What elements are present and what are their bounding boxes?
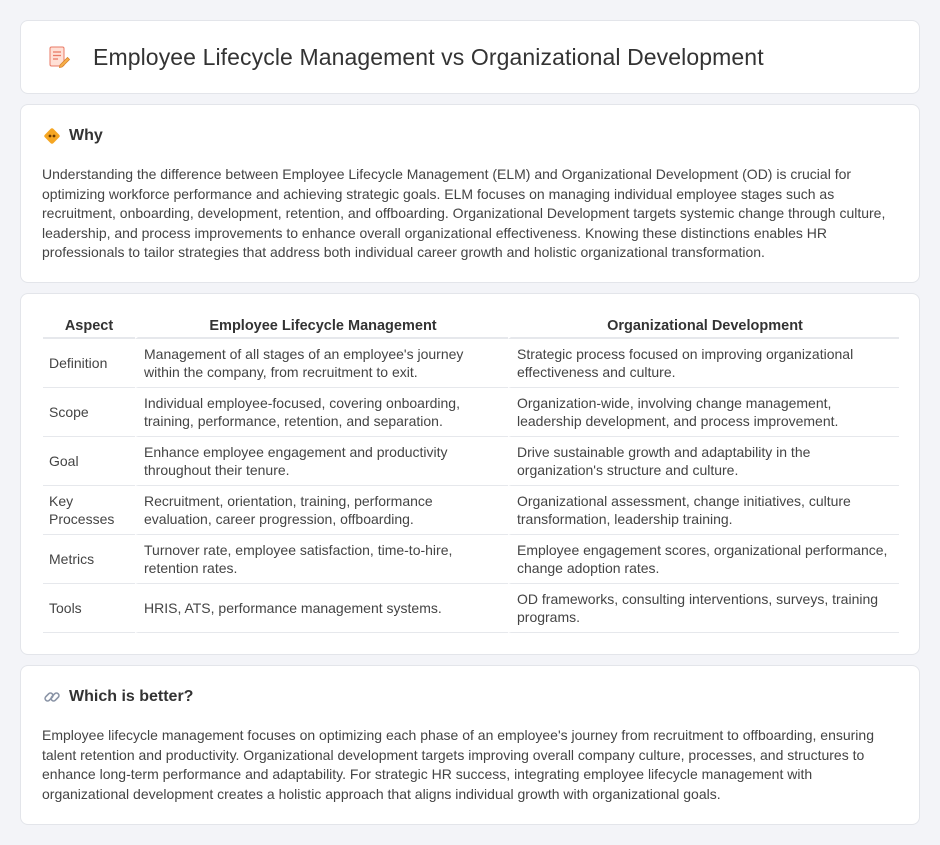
document-pencil-icon [47, 45, 71, 69]
table-row [43, 388, 899, 437]
row-aspect: Tools [43, 584, 135, 633]
comparison-table [43, 314, 899, 633]
header-elm: Employee Lifecycle Management [135, 314, 508, 339]
row-aspect: Metrics [43, 535, 135, 584]
title-card [20, 20, 920, 94]
row-aspect: Goal [43, 437, 135, 486]
row-elm: Management of all stages of an employee's journey within the company, from recruitment to exit. [135, 339, 508, 388]
row-od: Employee engagement scores, organizational performance, change adoption rates. [508, 535, 899, 584]
which-is-better-section [20, 665, 920, 825]
table-row [43, 535, 899, 584]
row-elm: Individual employee-focused, covering onboarding, training, performance, retention, and separation. [135, 388, 508, 437]
row-aspect: Definition [43, 339, 135, 388]
why-heading: Why [69, 127, 103, 144]
row-elm: Recruitment, orientation, training, performance evaluation, career progression, offboarding. [135, 486, 508, 535]
table-row [43, 437, 899, 486]
page-title: Employee Lifecycle Management vs Organizational Development [93, 43, 764, 70]
row-aspect: Key Processes [43, 486, 135, 535]
header-od: Organizational Development [508, 314, 899, 339]
better-heading: Which is better? [69, 688, 194, 705]
table-row [43, 486, 899, 535]
row-od: Strategic process focused on improving organizational effectiveness and culture. [508, 339, 899, 388]
row-od: Organization-wide, involving change management, leadership development, and process improvement. [508, 388, 899, 437]
table-header-row [43, 314, 899, 339]
row-elm: Turnover rate, employee satisfaction, time-to-hire, retention rates. [135, 535, 508, 584]
better-text: Employee lifecycle management focuses on optimizing each phase of an employee's journey from recruitment to offboarding, ensuring talent retention and productivity. Organizational development targets improving overall company culture, processes, and structures to enhance long-term performance and adaptability. For strategic HR success, integrating employee lifecycle management with organizational development creates a holistic approach that aligns individual growth with organizational goals. [42, 727, 874, 802]
comparison-table-card [20, 293, 920, 655]
table-row [43, 339, 899, 388]
row-aspect: Scope [43, 388, 135, 437]
why-section [20, 104, 920, 283]
diamond-sign-icon [43, 127, 61, 145]
row-od: OD frameworks, consulting interventions, surveys, training programs. [508, 584, 899, 633]
row-elm: HRIS, ATS, performance management systems. [135, 584, 508, 633]
row-od: Drive sustainable growth and adaptability in the organization's structure and culture. [508, 437, 899, 486]
table-row [43, 584, 899, 633]
link-icon [43, 688, 61, 706]
row-elm: Enhance employee engagement and productivity throughout their tenure. [135, 437, 508, 486]
header-aspect: Aspect [43, 314, 135, 339]
why-text: Understanding the difference between Employee Lifecycle Management (ELM) and Organizational Development (OD) is crucial for optimizing workforce performance and achieving strategic goals. ELM focuses on managing individual employee stages such as recruitment, onboarding, development, retention, and offboarding. Organizational Development targets systemic change through culture, leadership, and process improvements to enhance overall organizational effectiveness. Knowing these distinctions enables HR professionals to tailor strategies that address both individual career growth and holistic organizational transformation. [42, 166, 886, 261]
row-od: Organizational assessment, change initiatives, culture transformation, leadership training. [508, 486, 899, 535]
